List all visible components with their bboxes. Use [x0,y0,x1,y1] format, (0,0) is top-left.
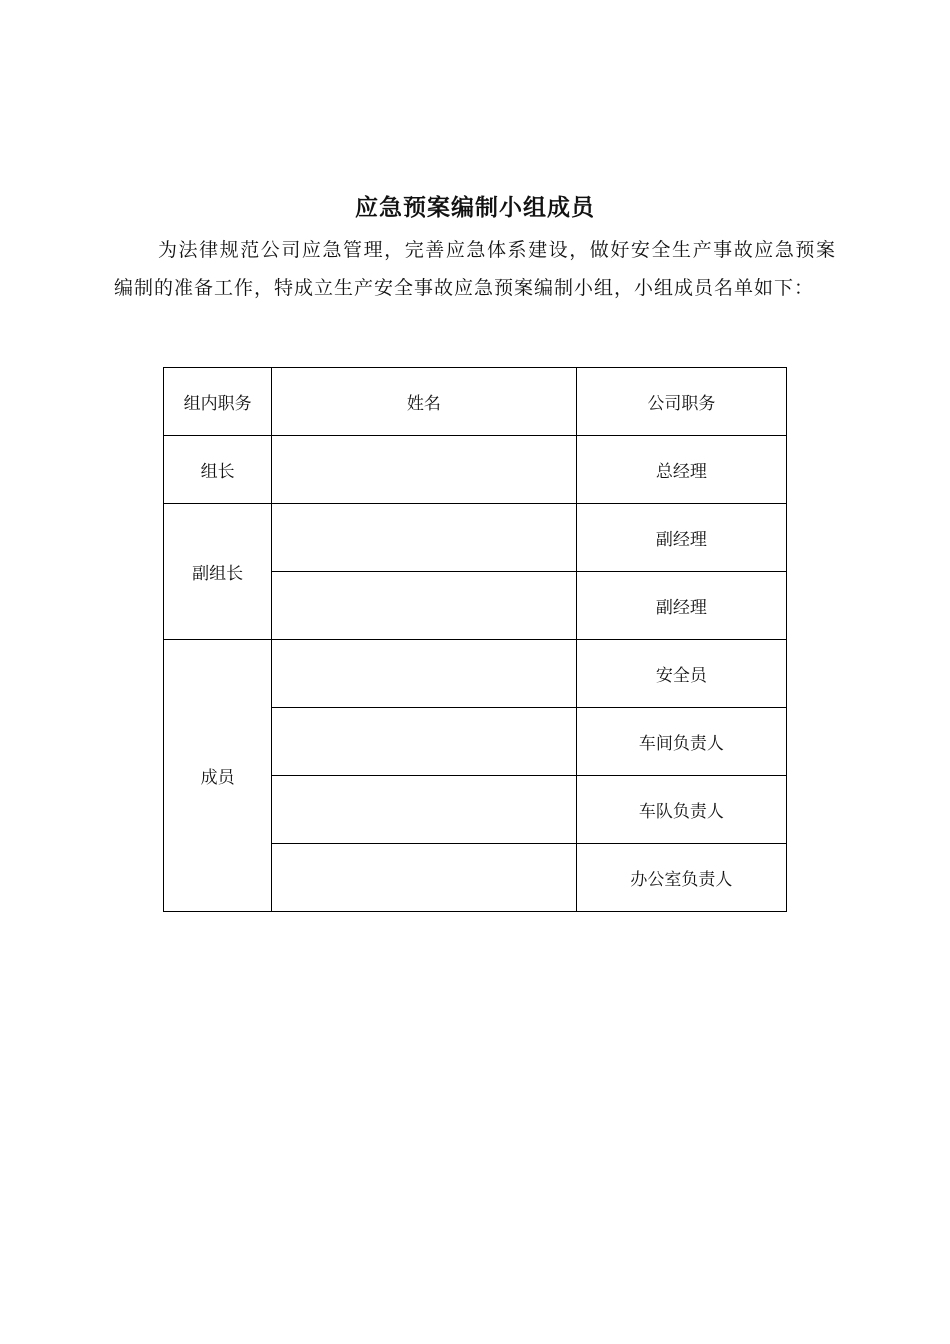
company-title-cell: 总经理 [576,436,786,504]
table-row [164,436,787,504]
name-cell [272,504,576,572]
company-title-cell: 车间负责人 [576,708,786,776]
company-title-cell: 副经理 [576,504,786,572]
name-cell [272,776,576,844]
company-title-cell: 办公室负责人 [576,844,786,912]
header-group-role: 组内职务 [164,368,272,436]
group-role-cell: 成员 [164,640,272,912]
table-row [164,640,787,708]
intro-paragraph: 为法律规范公司应急管理，完善应急体系建设，做好安全生产事故应急预案编制的准备工作，特成立生产安全事故应急预案编制小组，小组成员名单如下： [114,239,836,299]
company-title-cell: 副经理 [576,572,786,640]
company-title-cell: 安全员 [576,640,786,708]
name-cell [272,708,576,776]
header-name: 姓名 [272,368,576,436]
name-cell [272,844,576,912]
name-cell [272,436,576,504]
name-cell [272,572,576,640]
team-roster-table [163,367,787,912]
table-header-row [164,368,787,436]
table-row [164,504,787,572]
page-title: 应急预案编制小组成员 [355,195,595,221]
header-company-title: 公司职务 [576,368,786,436]
group-role-cell: 组长 [164,436,272,504]
name-cell [272,640,576,708]
company-title-cell: 车队负责人 [576,776,786,844]
group-role-cell: 副组长 [164,504,272,640]
